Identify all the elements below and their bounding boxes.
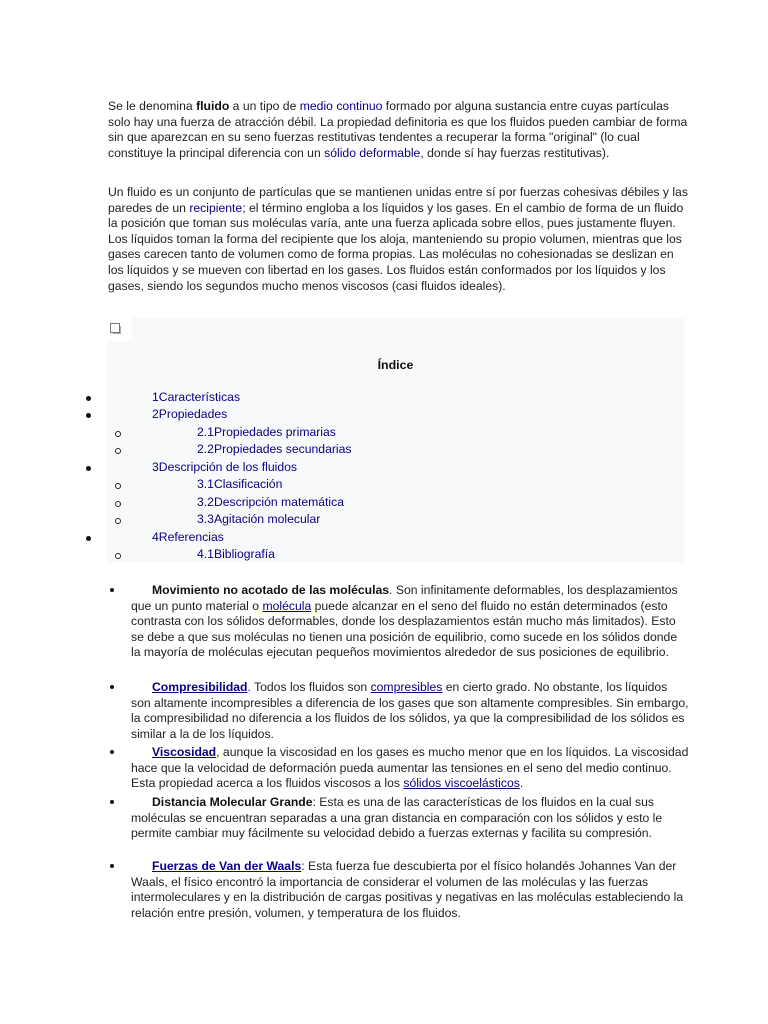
- link-molecula[interactable]: molécula: [262, 598, 312, 613]
- intro-paragraph-2: [108, 185, 688, 294]
- toc-bullet-disc: [86, 536, 91, 541]
- toc-item-agitacion-molecular[interactable]: 3.3Agitación molecular: [197, 512, 321, 526]
- link-solidos-viscoelasticos[interactable]: sólidos viscoelásticos: [403, 776, 520, 791]
- term-fluido: fluido: [196, 99, 230, 113]
- list-item-movimiento: [131, 583, 689, 661]
- text: Un fluido es un conjunto de partículas que se mantienen unidas entre sí por fuerzas cohesivas débiles y las paredes de un: [108, 185, 688, 215]
- toc-bullet-circle: [115, 483, 121, 489]
- text: : Esta es una de las características de los fluidos en la cual sus moléculas se encuentran separadas a una gran distancia en comparación con los sólidos y esto le permite cambiar muy fácilmente su velocidad debido a fuerzas externas y facilita su compresión.: [131, 795, 663, 841]
- text: . Son infinitamente deformables, los desplazamientos que un punto material o: [131, 583, 678, 613]
- term: Distancia Molecular Grande: [152, 795, 313, 809]
- toc-title: Índice: [377, 358, 414, 372]
- list-bullet: [110, 750, 114, 754]
- link-recipiente[interactable]: recipiente: [189, 200, 243, 215]
- toc-item-caracteristicas[interactable]: 1Características: [152, 390, 241, 404]
- text: , aunque la viscosidad en los gases es mucho menor que en los líquidos. La viscosidad hace que la velocidad de deformación pueda aumentar las tensiones en el seno del medio continuo. Esta propiedad acerca a los fluidos viscosos a los: [131, 745, 689, 791]
- list-item-distancia-molecular: [131, 795, 689, 842]
- toc-bullet-disc: [86, 396, 91, 401]
- toc-item-propiedades-secundarias[interactable]: 2.2Propiedades secundarias: [197, 442, 352, 456]
- text: en cierto grado. No obstante, los líquidos son altamente incompresibles a diferencia de los gases que son altamente compresibles. Sin embargo, la compresibilidad no diferencia a los fluidos de los sólidos, ya que la compresibilidad de los sólidos es similar a la de los líquidos.: [131, 680, 689, 741]
- list-item-van-der-waals: [131, 859, 689, 921]
- list-bullet: [110, 588, 114, 592]
- link-compresibles[interactable]: compresibles: [370, 680, 443, 694]
- list-item-viscosidad: [131, 745, 689, 792]
- list-item-compresibilidad: [131, 680, 689, 742]
- toc-item-clasificacion[interactable]: 3.1Clasificación: [197, 477, 283, 491]
- text: puede alcanzar en el seno del fluido no están determinados (esto contrasta con los sólidos deformables, donde los desplazamientos están mucho más limitados). Esto se debe a que sus moléculas no tienen una posición de equilibrio, como sucede en los sólidos donde la mayoría de moléculas ejecutan pequeños movimientos alrededor de sus posiciones de equilibrio.: [131, 598, 678, 660]
- link-solido-deformable[interactable]: sólido deformable: [324, 145, 421, 160]
- intro-paragraph-1: [108, 99, 688, 161]
- toc-item-referencias[interactable]: 4Referencias: [152, 530, 224, 544]
- link-viscosidad[interactable]: Viscosidad: [152, 745, 217, 759]
- toc-box: [107, 318, 684, 563]
- toc-bullet-circle: [115, 501, 121, 507]
- toc-bullet-disc: [86, 413, 91, 418]
- toc-item-propiedades[interactable]: 2Propiedades: [152, 407, 228, 421]
- text: , donde sí hay fuerzas restitutivas).: [420, 145, 610, 160]
- list-bullet: [110, 800, 114, 804]
- list-bullet: [110, 685, 114, 689]
- toc-toggle-checkbox[interactable]: [110, 323, 120, 333]
- text: formado por alguna sustancia entre cuyas partículas solo hay una fuerza de atracción débil. La propiedad definitoria es que los fluidos pueden cambiar de forma sin que aparezcan en su seno fuerzas restitutivas tendentes a recuperar la forma "original" (lo cual constituye la principal diferencia con un: [108, 99, 688, 160]
- link-compresibilidad[interactable]: Compresibilidad: [152, 680, 248, 694]
- toc-item-descripcion-matematica[interactable]: 3.2Descripción matemática: [197, 495, 344, 509]
- text: . Todos los fluidos son: [247, 680, 371, 694]
- text: Se le denomina: [108, 99, 197, 113]
- text: : Esta fuerza fue descubierta por el físico holandés Johannes Van der Waals, el físico encontró la importancia de considerar el volumen de las moléculas y las fuerzas intermoleculares y en la distribución de cargas positivas y negativas en las moléculas estableciendo la relación entre presión, volumen, y temperatura de los fluidos.: [131, 859, 684, 920]
- toc-bullet-disc: [86, 466, 91, 471]
- toc-item-bibliografia[interactable]: 4.1Bibliografía: [197, 547, 275, 561]
- toc-item-propiedades-primarias[interactable]: 2.1Propiedades primarias: [197, 425, 336, 439]
- term: Movimiento no acotado de las moléculas: [152, 583, 390, 597]
- toc-bullet-circle: [115, 553, 121, 559]
- toc-item-descripcion[interactable]: 3Descripción de los fluidos: [152, 460, 297, 474]
- link-fuerzas-van-der-waals[interactable]: Fuerzas de Van der Waals: [152, 859, 302, 873]
- toc-bullet-circle: [115, 431, 121, 437]
- toc-bullet-circle: [115, 518, 121, 524]
- text: ; el término engloba a los líquidos y los gases. En el cambio de forma de un fluido la posición que toman sus moléculas varía, ante una fuerza aplicada sobre ellos, pues justamente fluyen. Los líquidos toman la forma del recipiente que los aloja, manteniendo su propio volumen, mientras que los gases carecen tanto de volumen como de forma propias. Las moléculas no cohesionadas se deslizan en los líquidos y se mueven con libertad en los gases. Los fluidos están conformados por los líquidos y los gases, siendo los segundos mucho menos viscosos (casi fluidos ideales).: [108, 200, 684, 293]
- text: .: [519, 776, 524, 791]
- list-bullet: [110, 864, 114, 868]
- toc-bullet-circle: [115, 448, 121, 454]
- link-medio-continuo[interactable]: medio continuo: [299, 99, 383, 113]
- text: a un tipo de: [229, 99, 300, 113]
